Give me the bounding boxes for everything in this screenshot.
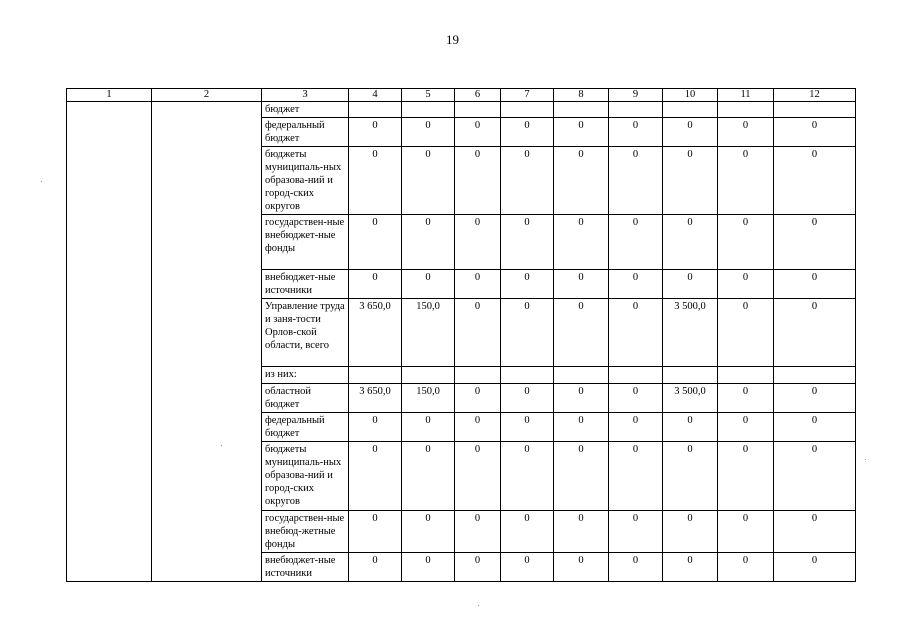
column-number-11: 11 — [718, 89, 774, 102]
amount-cell-col-11: 0 — [718, 299, 774, 367]
amount-cell-col-4 — [349, 102, 402, 118]
column-number-4: 4 — [349, 89, 402, 102]
amount-cell-col-4: 0 — [349, 413, 402, 442]
amount-cell-col-7: 0 — [501, 118, 554, 147]
amount-cell-col-12: 0 — [774, 413, 856, 442]
amount-cell-col-12: 0 — [774, 215, 856, 270]
amount-cell-col-11: 0 — [718, 147, 774, 215]
amount-cell-col-8: 0 — [554, 553, 609, 582]
amount-cell-col-9: 0 — [609, 270, 663, 299]
amount-cell-col-6: 0 — [455, 215, 501, 270]
amount-cell-col-5: 0 — [402, 118, 455, 147]
amount-cell-col-12: 0 — [774, 147, 856, 215]
funding-source-label: Управление труда и заня-тости Орлов-ской области, всего — [262, 299, 349, 367]
amount-cell-col-8: 0 — [554, 147, 609, 215]
amount-cell-col-10: 0 — [663, 270, 718, 299]
amount-cell-col-11: 0 — [718, 511, 774, 553]
amount-cell-col-6: 0 — [455, 147, 501, 215]
amount-cell-col-12 — [774, 367, 856, 384]
scan-speck — [41, 181, 42, 182]
amount-cell-col-11: 0 — [718, 442, 774, 511]
scan-speck — [478, 605, 479, 606]
amount-cell-col-8: 0 — [554, 413, 609, 442]
amount-cell-col-7: 0 — [501, 413, 554, 442]
amount-cell-col-9: 0 — [609, 118, 663, 147]
column-1-cell — [67, 102, 152, 582]
amount-cell-col-10: 0 — [663, 147, 718, 215]
amount-cell-col-9 — [609, 102, 663, 118]
amount-cell-col-5: 150,0 — [402, 299, 455, 367]
amount-cell-col-9: 0 — [609, 384, 663, 413]
amount-cell-col-8: 0 — [554, 442, 609, 511]
amount-cell-col-6: 0 — [455, 299, 501, 367]
amount-cell-col-7: 0 — [501, 215, 554, 270]
amount-cell-col-7: 0 — [501, 384, 554, 413]
amount-cell-col-12: 0 — [774, 553, 856, 582]
amount-cell-col-5: 0 — [402, 442, 455, 511]
amount-cell-col-5: 0 — [402, 270, 455, 299]
amount-cell-col-5: 0 — [402, 553, 455, 582]
amount-cell-col-10: 0 — [663, 118, 718, 147]
amount-cell-col-5: 150,0 — [402, 384, 455, 413]
amount-cell-col-9: 0 — [609, 442, 663, 511]
amount-cell-col-6: 0 — [455, 384, 501, 413]
amount-cell-col-12: 0 — [774, 270, 856, 299]
amount-cell-col-12 — [774, 102, 856, 118]
amount-cell-col-9: 0 — [609, 215, 663, 270]
amount-cell-col-4: 0 — [349, 215, 402, 270]
column-number-8: 8 — [554, 89, 609, 102]
column-number-5: 5 — [402, 89, 455, 102]
amount-cell-col-5: 0 — [402, 147, 455, 215]
amount-cell-col-11: 0 — [718, 384, 774, 413]
amount-cell-col-7: 0 — [501, 270, 554, 299]
amount-cell-col-6 — [455, 102, 501, 118]
column-number-6: 6 — [455, 89, 501, 102]
amount-cell-col-9: 0 — [609, 413, 663, 442]
amount-cell-col-10: 3 500,0 — [663, 299, 718, 367]
funding-source-label: государствен-ные внебюд-жетные фонды — [262, 511, 349, 553]
column-number-3: 3 — [262, 89, 349, 102]
amount-cell-col-4: 0 — [349, 147, 402, 215]
amount-cell-col-5: 0 — [402, 511, 455, 553]
table-row — [67, 102, 856, 118]
amount-cell-col-10: 0 — [663, 413, 718, 442]
amount-cell-col-10: 3 500,0 — [663, 384, 718, 413]
column-number-12: 12 — [774, 89, 856, 102]
amount-cell-col-8 — [554, 102, 609, 118]
scan-speck — [865, 459, 866, 460]
column-number-9: 9 — [609, 89, 663, 102]
column-number-1: 1 — [67, 89, 152, 102]
column-2-cell — [152, 102, 262, 582]
amount-cell-col-4: 0 — [349, 442, 402, 511]
amount-cell-col-7 — [501, 367, 554, 384]
funding-source-label: государствен-ные внебюджет-ные фонды — [262, 215, 349, 270]
amount-cell-col-10: 0 — [663, 511, 718, 553]
amount-cell-col-12: 0 — [774, 118, 856, 147]
funding-source-label: внебюджет-ные источники — [262, 553, 349, 582]
amount-cell-col-8: 0 — [554, 118, 609, 147]
amount-cell-col-7 — [501, 102, 554, 118]
amount-cell-col-6: 0 — [455, 442, 501, 511]
amount-cell-col-9 — [609, 367, 663, 384]
funding-source-label: областной бюджет — [262, 384, 349, 413]
funding-source-label: бюджеты муниципаль-ных образова-ний и город-ских округов — [262, 147, 349, 215]
amount-cell-col-5 — [402, 367, 455, 384]
amount-cell-col-8: 0 — [554, 270, 609, 299]
column-number-row — [67, 89, 856, 102]
amount-cell-col-7: 0 — [501, 553, 554, 582]
amount-cell-col-7: 0 — [501, 442, 554, 511]
amount-cell-col-6: 0 — [455, 413, 501, 442]
amount-cell-col-11: 0 — [718, 215, 774, 270]
amount-cell-col-11 — [718, 102, 774, 118]
amount-cell-col-10: 0 — [663, 215, 718, 270]
funding-source-label: федеральный бюджет — [262, 413, 349, 442]
amount-cell-col-7: 0 — [501, 299, 554, 367]
amount-cell-col-10 — [663, 102, 718, 118]
amount-cell-col-10: 0 — [663, 553, 718, 582]
amount-cell-col-10: 0 — [663, 442, 718, 511]
column-number-7: 7 — [501, 89, 554, 102]
amount-cell-col-4: 0 — [349, 553, 402, 582]
amount-cell-col-10 — [663, 367, 718, 384]
amount-cell-col-5: 0 — [402, 413, 455, 442]
amount-cell-col-6: 0 — [455, 270, 501, 299]
amount-cell-col-9: 0 — [609, 511, 663, 553]
amount-cell-col-9: 0 — [609, 553, 663, 582]
amount-cell-col-11: 0 — [718, 270, 774, 299]
amount-cell-col-8 — [554, 367, 609, 384]
amount-cell-col-12: 0 — [774, 384, 856, 413]
funding-source-label: бюджеты муниципаль-ных образова-ний и город-ских округов — [262, 442, 349, 511]
scan-speck — [221, 445, 222, 446]
amount-cell-col-11: 0 — [718, 553, 774, 582]
amount-cell-col-6: 0 — [455, 553, 501, 582]
column-number-2: 2 — [152, 89, 262, 102]
amount-cell-col-9: 0 — [609, 147, 663, 215]
amount-cell-col-5 — [402, 102, 455, 118]
amount-cell-col-4: 3 650,0 — [349, 299, 402, 367]
amount-cell-col-4: 3 650,0 — [349, 384, 402, 413]
funding-source-label: внебюджет-ные источники — [262, 270, 349, 299]
amount-cell-col-12: 0 — [774, 442, 856, 511]
amount-cell-col-5: 0 — [402, 215, 455, 270]
amount-cell-col-4 — [349, 367, 402, 384]
amount-cell-col-12: 0 — [774, 511, 856, 553]
amount-cell-col-6: 0 — [455, 118, 501, 147]
funding-source-label: из них: — [262, 367, 349, 384]
amount-cell-col-11: 0 — [718, 118, 774, 147]
amount-cell-col-12: 0 — [774, 299, 856, 367]
amount-cell-col-11: 0 — [718, 413, 774, 442]
amount-cell-col-8: 0 — [554, 384, 609, 413]
amount-cell-col-8: 0 — [554, 215, 609, 270]
funding-source-label: бюджет — [262, 102, 349, 118]
amount-cell-col-11 — [718, 367, 774, 384]
budget-table — [66, 88, 856, 582]
column-number-10: 10 — [663, 89, 718, 102]
amount-cell-col-6: 0 — [455, 511, 501, 553]
amount-cell-col-4: 0 — [349, 118, 402, 147]
amount-cell-col-7: 0 — [501, 511, 554, 553]
amount-cell-col-6 — [455, 367, 501, 384]
amount-cell-col-4: 0 — [349, 270, 402, 299]
amount-cell-col-7: 0 — [501, 147, 554, 215]
amount-cell-col-8: 0 — [554, 511, 609, 553]
amount-cell-col-9: 0 — [609, 299, 663, 367]
funding-source-label: федеральный бюджет — [262, 118, 349, 147]
amount-cell-col-8: 0 — [554, 299, 609, 367]
page-number: 19 — [446, 32, 459, 47]
amount-cell-col-4: 0 — [349, 511, 402, 553]
